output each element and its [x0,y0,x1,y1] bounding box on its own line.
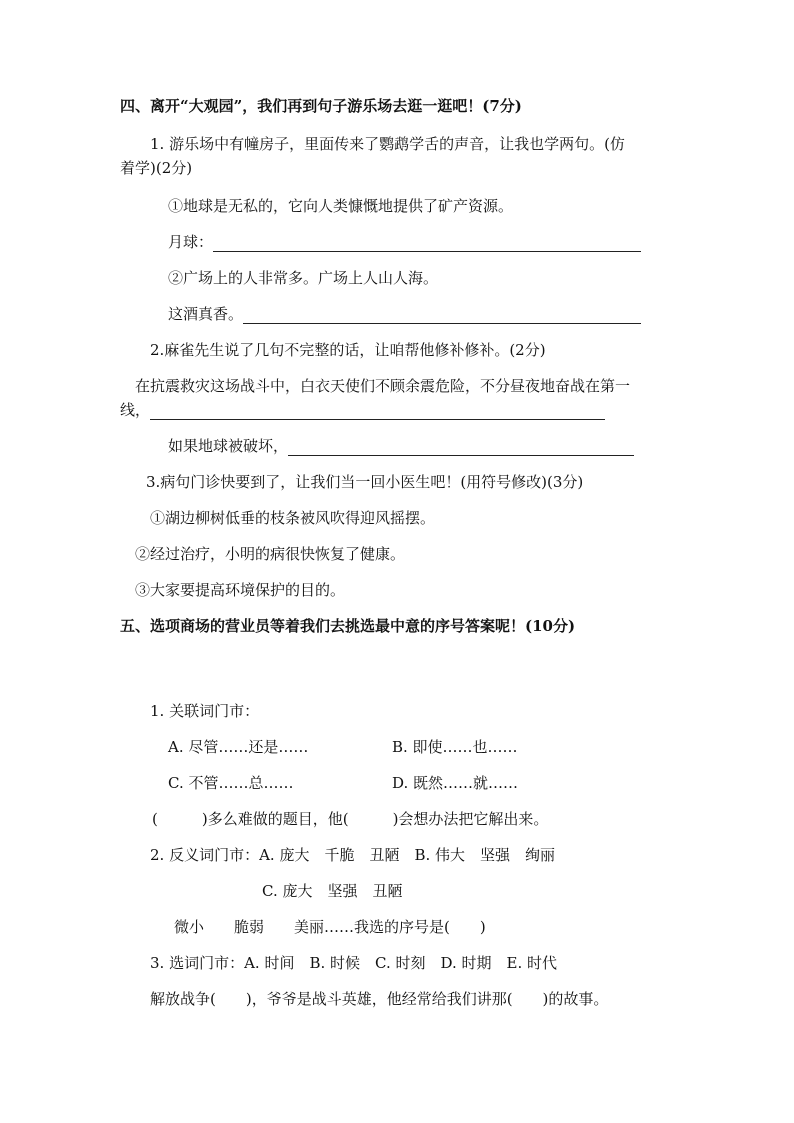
answer-prompt-wine: 这酒真香。 [168,305,244,323]
answer-blank-moon[interactable] [213,235,641,252]
question-4-3-text: 3.病句门诊快要到了，让我们当一回小医生吧！(用符号修改)(3分) [146,473,584,491]
question-4-2-sentence: 在抗震救灾这场战斗中，白衣天使们不顾余震危险，不分昼夜地奋战在第一 [135,377,631,395]
answer-row-moon [168,232,641,252]
option-5-1-d: D. 既然……就…… [392,774,519,792]
question-5-2-words: 微小 脆弱 美丽……我选的序号是( ) [174,918,486,936]
answer-prompt-earth: 如果地球被破坏， [168,437,289,455]
answer-row-wine [168,304,641,324]
question-4-3-item-2: ②经过治疗，小明的病很快恢复了健康。 [135,545,406,563]
answer-blank-frontline[interactable] [150,403,605,420]
question-4-3-item-3: ③大家要提高环境保护的目的。 [135,581,346,599]
sentence-open-paren: ( [152,810,158,828]
question-4-3-item-1: ①湖边柳树低垂的枝条被风吹得迎风摇摆。 [150,509,436,527]
section-4-title: 四、离开“大观园”，我们再到句子游乐场去逛一逛吧！(7分) [120,97,522,115]
question-5-1-sentence [152,809,548,829]
option-5-1-a: A. 尽管……还是…… [168,738,309,756]
sentence-middle: )多么难做的题目，他( [201,810,349,828]
question-4-1-item-2: ②广场上的人非常多。广场上人山人海。 [168,269,439,287]
answer-row-frontline [120,400,605,420]
answer-row-earth [168,436,634,456]
question-4-1-text-cont: 着学)(2分) [120,159,193,177]
option-5-1-c: C. 不管……总…… [168,774,294,792]
question-5-3-label: 3. 选词门市：A. 时间 B. 时候 C. 时刻 D. 时期 E. 时代 [150,954,558,972]
question-5-2-label: 2. 反义词门市：A. 庞大 千脆 丑陋 B. 伟大 坚强 绚丽 [150,846,556,864]
question-5-3-sentence: 解放战争( )，爷爷是战斗英雄，他经常给我们讲那( )的故事。 [150,990,609,1008]
question-4-1-item-1: ①地球是无私的，它向人类慷慨地提供了矿产资源。 [168,197,514,215]
question-5-1-label: 1. 关联词门市： [150,702,260,720]
sentence-end: )会想办法把它解出来。 [392,810,549,828]
section-5-title: 五、选项商场的营业员等着我们去挑选最中意的序号答案呢！(10分) [120,617,576,635]
answer-prompt-moon: 月球： [168,233,214,251]
option-5-2-c: C. 庞大 坚强 丑陋 [262,882,403,900]
answer-blank-earth[interactable] [288,439,634,456]
question-4-1-text: 1. 游乐场中有幢房子，里面传来了鹦鹉学舌的声音，让我也学两句。(仿 [150,135,625,153]
answer-prompt-frontline: 线， [120,401,151,419]
answer-blank-wine[interactable] [243,307,641,324]
question-4-2-text: 2.麻雀先生说了几句不完整的话，让咱帮他修补修补。(2分) [150,341,546,359]
option-5-1-b: B. 即使……也…… [392,738,518,756]
